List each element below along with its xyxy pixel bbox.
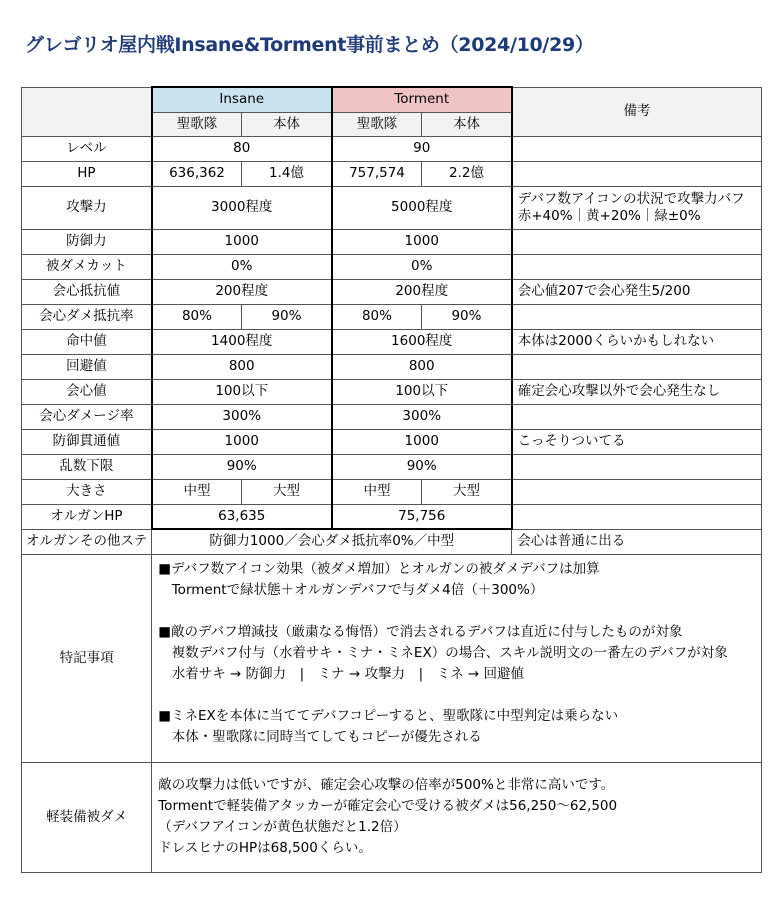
insane-value: 0% bbox=[152, 254, 332, 279]
row-def bbox=[22, 229, 762, 254]
row-label: 会心抵抗値 bbox=[22, 279, 152, 304]
special-group-1 bbox=[158, 559, 755, 601]
torment-seikatai-value: 757,574 bbox=[332, 161, 422, 186]
torment-hontai-value: 大型 bbox=[422, 479, 512, 504]
row-label: 乱数下限 bbox=[22, 454, 152, 479]
row-dmgcut bbox=[22, 254, 762, 279]
note-cell: 会心は普通に出る bbox=[512, 529, 762, 554]
row-crit-dmg bbox=[22, 404, 762, 429]
torment-seikatai-value: 80% bbox=[332, 304, 422, 329]
row-label: 防御貫通値 bbox=[22, 429, 152, 454]
row-pierce bbox=[22, 429, 762, 454]
special-group-2 bbox=[158, 622, 755, 685]
torment-hontai-value: 2.2億 bbox=[422, 161, 512, 186]
row-level bbox=[22, 136, 762, 161]
note-cell bbox=[512, 504, 762, 529]
row-label: レベル bbox=[22, 136, 152, 161]
insane-value: 90% bbox=[152, 454, 332, 479]
row-crit-dmg-res bbox=[22, 304, 762, 329]
row-label: 回避値 bbox=[22, 354, 152, 379]
note-cell bbox=[512, 404, 762, 429]
insane-value: 1400程度 bbox=[152, 329, 332, 354]
insane-hontai-value: 1.4億 bbox=[242, 161, 332, 186]
row-light-armor bbox=[22, 762, 762, 872]
note-cell bbox=[512, 186, 762, 229]
header-torment: Torment bbox=[332, 87, 512, 112]
note-cell: 会心値207で会心発生5/200 bbox=[512, 279, 762, 304]
row-size bbox=[22, 479, 762, 504]
row-hp bbox=[22, 161, 762, 186]
light-armor-notes bbox=[152, 762, 762, 872]
row-label: 会心ダメージ率 bbox=[22, 404, 152, 429]
torment-seikatai-value: 中型 bbox=[332, 479, 422, 504]
torment-hontai-value: 90% bbox=[422, 304, 512, 329]
note-cell bbox=[512, 254, 762, 279]
insane-value: 300% bbox=[152, 404, 332, 429]
insane-hontai-value: 大型 bbox=[242, 479, 332, 504]
torment-value: 100以下 bbox=[332, 379, 512, 404]
stats-table bbox=[21, 86, 762, 873]
insane-seikatai-value: 80% bbox=[152, 304, 242, 329]
note-cell: 確定会心攻撃以外で会心発生なし bbox=[512, 379, 762, 404]
header-notes: 備考 bbox=[512, 87, 762, 136]
row-label: オルガンHP bbox=[22, 504, 152, 529]
light-armor-line: ドレスヒナのHPは68,500くらい。 bbox=[158, 840, 372, 856]
note-cell bbox=[512, 354, 762, 379]
row-label: 会心値 bbox=[22, 379, 152, 404]
sub-header-torment-seikatai: 聖歌隊 bbox=[332, 112, 422, 136]
torment-value: 90 bbox=[332, 136, 512, 161]
row-label: オルガンその他ステ bbox=[22, 529, 152, 554]
torment-value: 1000 bbox=[332, 429, 512, 454]
row-label: 被ダメカット bbox=[22, 254, 152, 279]
note-cell bbox=[512, 479, 762, 504]
row-label: HP bbox=[22, 161, 152, 186]
row-crit-res bbox=[22, 279, 762, 304]
note-cell bbox=[512, 136, 762, 161]
light-armor-line: 敵の攻撃力は低いですが、確定会心攻撃の倍率が500%と非常に高いです。 bbox=[158, 777, 615, 793]
row-evasion bbox=[22, 354, 762, 379]
row-crit bbox=[22, 379, 762, 404]
torment-value: 75,756 bbox=[332, 504, 512, 529]
insane-value: 200程度 bbox=[152, 279, 332, 304]
row-atk bbox=[22, 186, 762, 229]
row-label: 特記事項 bbox=[22, 554, 152, 762]
torment-value: 200程度 bbox=[332, 279, 512, 304]
row-organ-hp bbox=[22, 504, 762, 529]
light-armor-group bbox=[158, 775, 755, 859]
torment-value: 0% bbox=[332, 254, 512, 279]
insane-value: 80 bbox=[152, 136, 332, 161]
note-cell bbox=[512, 229, 762, 254]
insane-value: 3000程度 bbox=[152, 186, 332, 229]
insane-value: 100以下 bbox=[152, 379, 332, 404]
note-cell bbox=[512, 304, 762, 329]
note-cell: 本体は2000くらいかもしれない bbox=[512, 329, 762, 354]
insane-value: 1000 bbox=[152, 229, 332, 254]
special-group-3 bbox=[158, 706, 755, 748]
row-label: 会心ダメ抵抗率 bbox=[22, 304, 152, 329]
torment-value: 1600程度 bbox=[332, 329, 512, 354]
sub-header-insane-seikatai: 聖歌隊 bbox=[152, 112, 242, 136]
note-line: デバフ数アイコンの状況で攻撃力バフ bbox=[517, 190, 745, 207]
row-accuracy bbox=[22, 329, 762, 354]
insane-seikatai-value: 636,362 bbox=[152, 161, 242, 186]
torment-value: 90% bbox=[332, 454, 512, 479]
note-cell: こっそりついてる bbox=[512, 429, 762, 454]
sub-header-insane-hontai: 本体 bbox=[242, 112, 332, 136]
row-label: 軽装備被ダメ bbox=[22, 762, 152, 872]
row-special bbox=[22, 554, 762, 762]
insane-seikatai-value: 中型 bbox=[152, 479, 242, 504]
row-label: 命中値 bbox=[22, 329, 152, 354]
row-label: 大きさ bbox=[22, 479, 152, 504]
special-line: 複数デバフ付与（水着サキ・ミナ・ミネEX）の場合、スキル説明文の一番左のデバフが対象 bbox=[158, 644, 728, 661]
insane-value: 1000 bbox=[152, 429, 332, 454]
sub-header-torment-hontai: 本体 bbox=[422, 112, 512, 136]
insane-value: 800 bbox=[152, 354, 332, 379]
special-line: ■デバフ数アイコン効果（被ダメ増加）とオルガンの被ダメデバフは加算 bbox=[158, 560, 600, 577]
light-armor-line: （デバフアイコンが黄色状態だと1.2倍） bbox=[158, 819, 407, 835]
special-line: 水着サキ → 防御力 | ミナ → 攻撃力 | ミネ → 回避値 bbox=[158, 665, 525, 682]
note-line: 赤+40%｜黄+20%｜緑±0% bbox=[517, 207, 701, 224]
organ-other-value: 防御力1000／会心ダメ抵抗率0%／中型 bbox=[152, 529, 512, 554]
row-label: 防御力 bbox=[22, 229, 152, 254]
row-label: 攻撃力 bbox=[22, 186, 152, 229]
insane-value: 63,635 bbox=[152, 504, 332, 529]
torment-value: 800 bbox=[332, 354, 512, 379]
corner-cell bbox=[22, 87, 152, 136]
special-line: ■ミネEXを本体に当ててデバフコピーすると、聖歌隊に中型判定は乗らない bbox=[158, 707, 619, 724]
special-line: ■敵のデバフ増減技（厳粛なる悔悟）で消去されるデバフは直近に付与したものが対象 bbox=[158, 623, 683, 640]
light-armor-line: Tormentで軽装備アタッカーが確定会心で受ける被ダメは56,250〜62,500 bbox=[158, 798, 618, 814]
torment-value: 5000程度 bbox=[332, 186, 512, 229]
torment-value: 1000 bbox=[332, 229, 512, 254]
torment-value: 300% bbox=[332, 404, 512, 429]
row-rand-min bbox=[22, 454, 762, 479]
note-cell bbox=[512, 454, 762, 479]
header-insane: Insane bbox=[152, 87, 332, 112]
special-line: 本体・聖歌隊に同時当てしてもコピーが優先される bbox=[158, 728, 482, 745]
special-notes bbox=[152, 554, 762, 762]
special-line: Tormentで緑状態＋オルガンデバフで与ダメ4倍（＋300%） bbox=[158, 581, 544, 598]
insane-hontai-value: 90% bbox=[242, 304, 332, 329]
row-organ-other bbox=[22, 529, 762, 554]
page-title: グレゴリオ屋内戦Insane&Torment事前まとめ（2024/10/29） bbox=[25, 34, 594, 56]
note-cell bbox=[512, 161, 762, 186]
